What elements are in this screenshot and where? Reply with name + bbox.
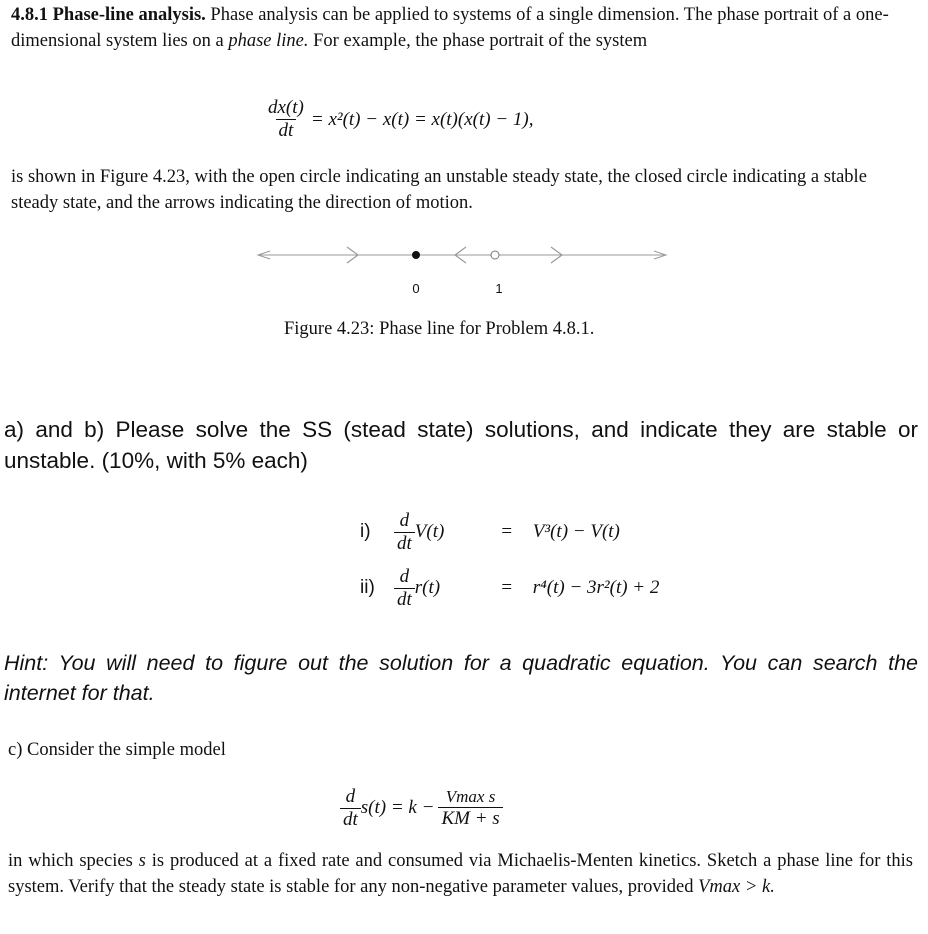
model-equation-dt: dt <box>340 808 361 831</box>
main-equation <box>265 97 533 142</box>
section-heading: 4.8.1 Phase-line analysis. <box>11 5 206 25</box>
model-equation-derivative <box>340 786 361 831</box>
intro-emphasis: phase line. <box>228 31 309 51</box>
phase-line-figure <box>250 238 675 303</box>
equation-i-rhs: V³(t) − V(t) <box>532 521 620 542</box>
figure-caption: Figure 4.23: Phase line for Problem 4.8.1. <box>284 319 595 339</box>
equation-i-denominator: dt <box>394 532 415 555</box>
main-equation-denominator: dt <box>276 119 297 142</box>
intro-text-a: Phase analysis can be applied to systems of a single dimension. The phase portrait of a one-dimensional system lies on a <box>11 5 889 51</box>
intro-text-b: For example, the phase portrait of the system <box>308 31 648 51</box>
equation-i <box>360 505 620 559</box>
model-equation-d: d <box>345 785 356 807</box>
equation-ii-variable: r(t) <box>414 577 441 598</box>
equation-ii <box>360 561 659 615</box>
question-c-text-b: is produced at a fixed rate and consumed via Michaelis-Menten kinetics. Sketch a phase line for this system. Verify that the steady state is stable for any non-negative parameter values, provided <box>8 851 914 897</box>
equation-ii-derivative <box>394 566 415 611</box>
question-ab-text: a) and b) Please solve the SS (stead state) solutions, and indicate they are stable or unstable. (10%, with 5% each) <box>4 417 918 473</box>
equation-i-equals: = <box>501 521 513 542</box>
equation-ii-equals: = <box>501 577 513 598</box>
model-equation-mm-numerator: Vmax s <box>445 786 496 806</box>
model-equation-lhs: s(t) = k − <box>360 797 435 818</box>
equation-ii-numerator: d <box>399 565 410 587</box>
model-equation-mm-denominator: KM + s <box>438 807 502 830</box>
intro-paragraph <box>11 2 911 54</box>
main-equation-rhs: = x²(t) − x(t) = x(t)(x(t) − 1), <box>310 108 534 130</box>
unstable-steady-state-marker <box>491 251 499 259</box>
question-c-intro: c) Consider the simple model <box>8 740 226 760</box>
hint-text: Hint: You will need to figure out the solution for a quadratic equation. You can search the internet for that. <box>4 651 918 705</box>
equation-i-variable: V(t) <box>414 521 445 542</box>
equation-ii-denominator: dt <box>394 588 415 611</box>
tick-label-0: 0 <box>412 281 420 296</box>
question-c-species: s <box>138 851 146 871</box>
question-c-text-a: in which species <box>8 851 139 871</box>
main-equation-fraction <box>265 97 307 142</box>
tick-label-1: 1 <box>495 281 503 296</box>
model-equation-mm-term <box>438 787 502 830</box>
equation-ii-rhs: r⁴(t) − 3r²(t) + 2 <box>532 577 660 598</box>
question-c-paragraph <box>8 848 913 900</box>
description-paragraph: is shown in Figure 4.23, with the open circle indicating an unstable steady state, the closed circle indicating a stable steady state, and the arrows indicating the direction of motion. <box>11 167 867 213</box>
model-equation <box>340 780 503 836</box>
equation-i-label: i) <box>360 521 371 542</box>
equation-i-derivative <box>394 510 415 555</box>
question-c-condition: Vmax > k. <box>698 877 775 897</box>
main-equation-numerator: dx(t) <box>268 97 304 118</box>
equation-ii-label: ii) <box>360 577 375 598</box>
equation-i-numerator: d <box>399 509 410 531</box>
stable-steady-state-marker <box>412 251 420 259</box>
